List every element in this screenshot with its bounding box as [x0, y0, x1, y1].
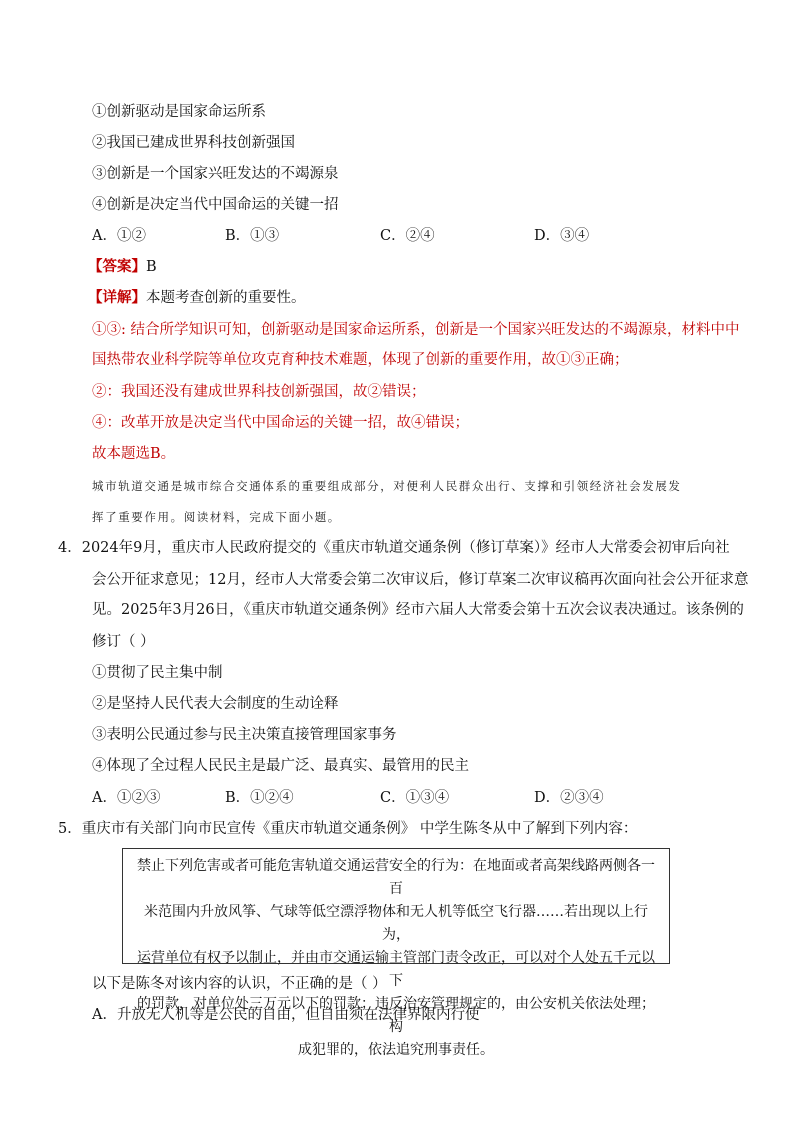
q4-stem-line-1: 4．2024年9月，重庆市人民政府提交的《重庆市轨道交通条例（修订草案）》经市人大常委会初审后向社: [58, 540, 730, 556]
q4-stem-line-2: 会公开征求意见；12月，经市人大常委会第二次审议后，修订草案二次审议稿再次面向社会公开征求意: [92, 572, 749, 588]
analysis-line-1: ①③: 结合所学知识可知，创新驱动是国家命运所系，创新是一个国家兴旺发达的不竭源泉，材料中中: [92, 322, 740, 338]
detail-tag: 【详解】: [88, 289, 146, 306]
q4-stem-line-3: 见。2025年3月26日，《重庆市轨道交通条例》经市六届人大常委会第十五次会议表决通过。该条例的: [92, 602, 744, 618]
q4-stem-line-4: 修订（ ）: [92, 634, 155, 650]
q4-item-3: ③表明公民通过参与民主决策直接管理国家事务: [92, 727, 397, 743]
answer-value: B: [146, 259, 157, 275]
q3-item-4: ④创新是决定当代中国命运的关键一招: [92, 197, 339, 213]
analysis-line-2: 国热带农业科学院等单位攻克育种技术难题，体现了创新的重要作用，故①③正确；: [92, 352, 629, 368]
q4-option-d: D．②③④: [534, 790, 604, 806]
q4-option-b: B．①②④: [225, 790, 294, 806]
conclusion-line: 故本题选B。: [92, 446, 176, 462]
q3-option-c: C．②④: [380, 228, 435, 244]
q3-option-d: D．③④: [534, 228, 590, 244]
answer-tag: 【答案】: [88, 258, 146, 275]
analysis-line-4: ④：改革开放是决定当代中国命运的关键一招，故④错误；: [92, 415, 469, 431]
box-line-5: 成犯罪的，依法追究刑事责任。: [298, 1042, 494, 1058]
intro-line-2: 挥了重要作用。阅读材料，完成下面小题。: [92, 510, 341, 524]
box-line-4: 的罚款，对单位处三万元以下的罚款；违反治安管理规定的，由公安机关依法处理；构: [137, 996, 655, 1035]
detail-line: [88, 288, 306, 308]
q3-option-b: B．①③: [225, 228, 280, 244]
q3-item-3: ③创新是一个国家兴旺发达的不竭源泉: [92, 166, 339, 182]
q4-item-1: ①贯彻了民主集中制: [92, 665, 223, 681]
q3-item-1: ①创新驱动是国家命运所系: [92, 104, 266, 120]
analysis-line-3: ②：我国还没有建成世界科技创新强国，故②错误；: [92, 384, 426, 400]
q4-option-a: A．①②③: [92, 790, 161, 806]
box-line-1: 禁止下列危害或者可能危害轨道交通运营安全的行为：在地面或者高架线路两侧各一百: [137, 858, 655, 897]
q4-option-c: C．①③④: [380, 790, 450, 806]
detail-text: 本题考查创新的重要性。: [146, 290, 306, 306]
q4-item-2: ②是坚持人民代表大会制度的生动诠释: [92, 696, 339, 712]
q5-stem: 5．重庆市有关部门向市民宣传《重庆市轨道交通条例》 中学生陈冬从中了解到下列内容：: [58, 821, 638, 837]
q4-item-4: ④体现了全过程人民民主是最广泛、最真实、最管用的民主: [92, 758, 469, 774]
q5-option-a: A．升放无人机等是公民的自由，但自由须在法律界限内行使: [92, 1007, 480, 1023]
box-line-2: 米范围内升放风筝、气球等低空漂浮物体和无人机等低空飞行器……若出现以上行为，: [144, 904, 648, 943]
q3-option-a: A．①②: [92, 228, 146, 244]
box-line-3: 运营单位有权予以制止，并由市交通运输主管部门责令改正，可以对个人处五千元以下: [137, 950, 655, 989]
answer-line: [88, 257, 157, 277]
q5-question: 以下是陈冬对该内容的认识，不正确的是（ ）: [92, 976, 387, 992]
q3-item-2: ②我国已建成世界科技创新强国: [92, 135, 295, 151]
intro-line-1: 城市轨道交通是城市综合交通体系的重要组成部分，对便利人民群众出行、支撑和引领经济社会发展发: [92, 479, 682, 493]
